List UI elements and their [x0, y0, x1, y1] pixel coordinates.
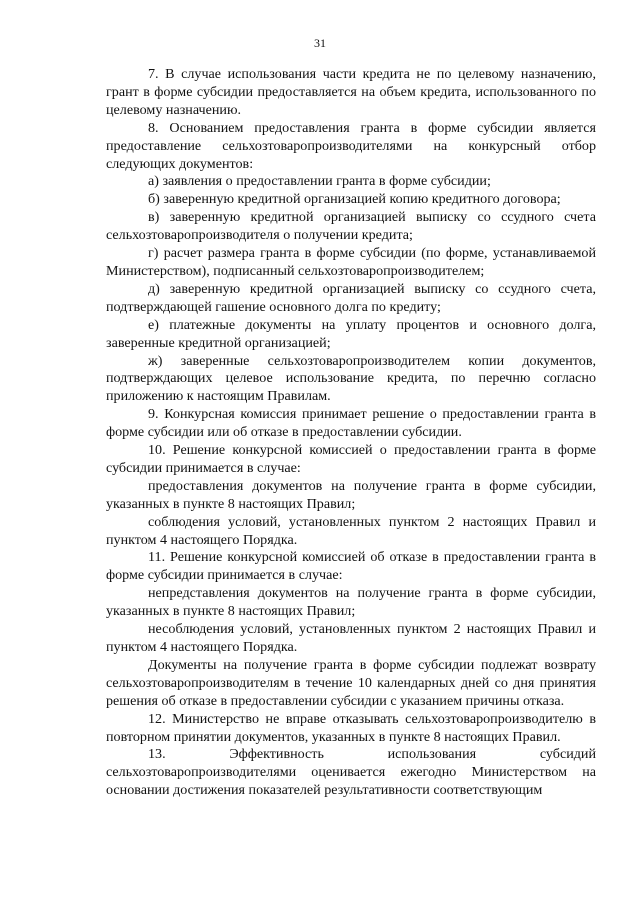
paragraph-10-condition-2: соблюдения условий, установленных пунктом 2 настоящих Правил и пунктом 4 настоящего Порядка. [106, 513, 596, 548]
paragraph-10-condition-1: предоставления документов на получение гранта в форме субсидии, указанных в пункте 8 настоящих Правил; [106, 477, 596, 512]
list-item-d: д) заверенную кредитной организацией выписку со ссудного счета, подтверждающей гашение основного долга по кредиту; [106, 280, 596, 315]
paragraph-12: 12. Министерство не вправе отказывать сельхозтоваропроизводителю в повторном принятии документов, указанных в пункте 8 настоящих Правил. [106, 710, 596, 745]
paragraph-11-condition-1: непредставления документов на получение гранта в форме субсидии, указанных в пункте 8 настоящих Правил; [106, 585, 596, 620]
paragraph-7: 7. В случае использования части кредита не по целевому назначению, грант в форме субсидии предоставляется на объем кредита, использованного по целевому назначению. [106, 66, 596, 118]
paragraph-11: 11. Решение конкурсной комиссией об отказе в предоставлении гранта в форме субсидии принимается в случае: [106, 549, 596, 584]
paragraph-11-condition-2: несоблюдения условий, установленных пунктом 2 настоящих Правил и пунктом 4 настоящего Порядка. [106, 621, 596, 655]
page-number: 31 [314, 36, 326, 50]
paragraph-8: 8. Основанием предоставления гранта в форме субсидии является предоставление сельхозтоваропроизводителями на конкурсный отбор следующих документов: [106, 119, 596, 172]
list-item-a: а) заявления о предоставлении гранта в форме субсидии; [148, 173, 491, 190]
list-item-e: е) платежные документы на уплату процентов и основного долга, заверенные кредитной организацией; [106, 316, 596, 351]
paragraph-documents-return: Документы на получение гранта в форме субсидии подлежат возврату сельхозтоваропроизводителям в течение 10 календарных дней со дня принятия решения об отказе в предоставлении субсидии с указанием причины отказа. [106, 656, 596, 709]
paragraph-9: 9. Конкурсная комиссия принимает решение о предоставлении гранта в форме субсидии или об отказе в предоставлении субсидии. [106, 406, 596, 441]
list-item-v: в) заверенную кредитной организацией выписку со ссудного счета сельхозтоваропроизводителя о получении кредита; [106, 209, 596, 244]
paragraph-10: 10. Решение конкурсной комиссией о предоставлении гранта в форме субсидии принимается в случае: [106, 442, 596, 476]
paragraph-13: 13. Эффективность использования субсидий сельхозтоваропроизводителями оценивается ежегодно Министерством на основании достижения показателей результативности соответствующим [106, 746, 596, 799]
list-item-g: г) расчет размера гранта в форме субсидии (по форме, устанавливаемой Министерством), подписанный сельхозтоваропроизводителем; [106, 245, 596, 279]
document-body [106, 66, 596, 800]
list-item-b: б) заверенную кредитной организацией копию кредитного договора; [148, 191, 561, 208]
list-item-zh: ж) заверенные сельхозтоваропроизводителем копии документов, подтверждающих целевое использование кредита, по перечню согласно приложению к настоящим Правилам. [106, 352, 596, 405]
